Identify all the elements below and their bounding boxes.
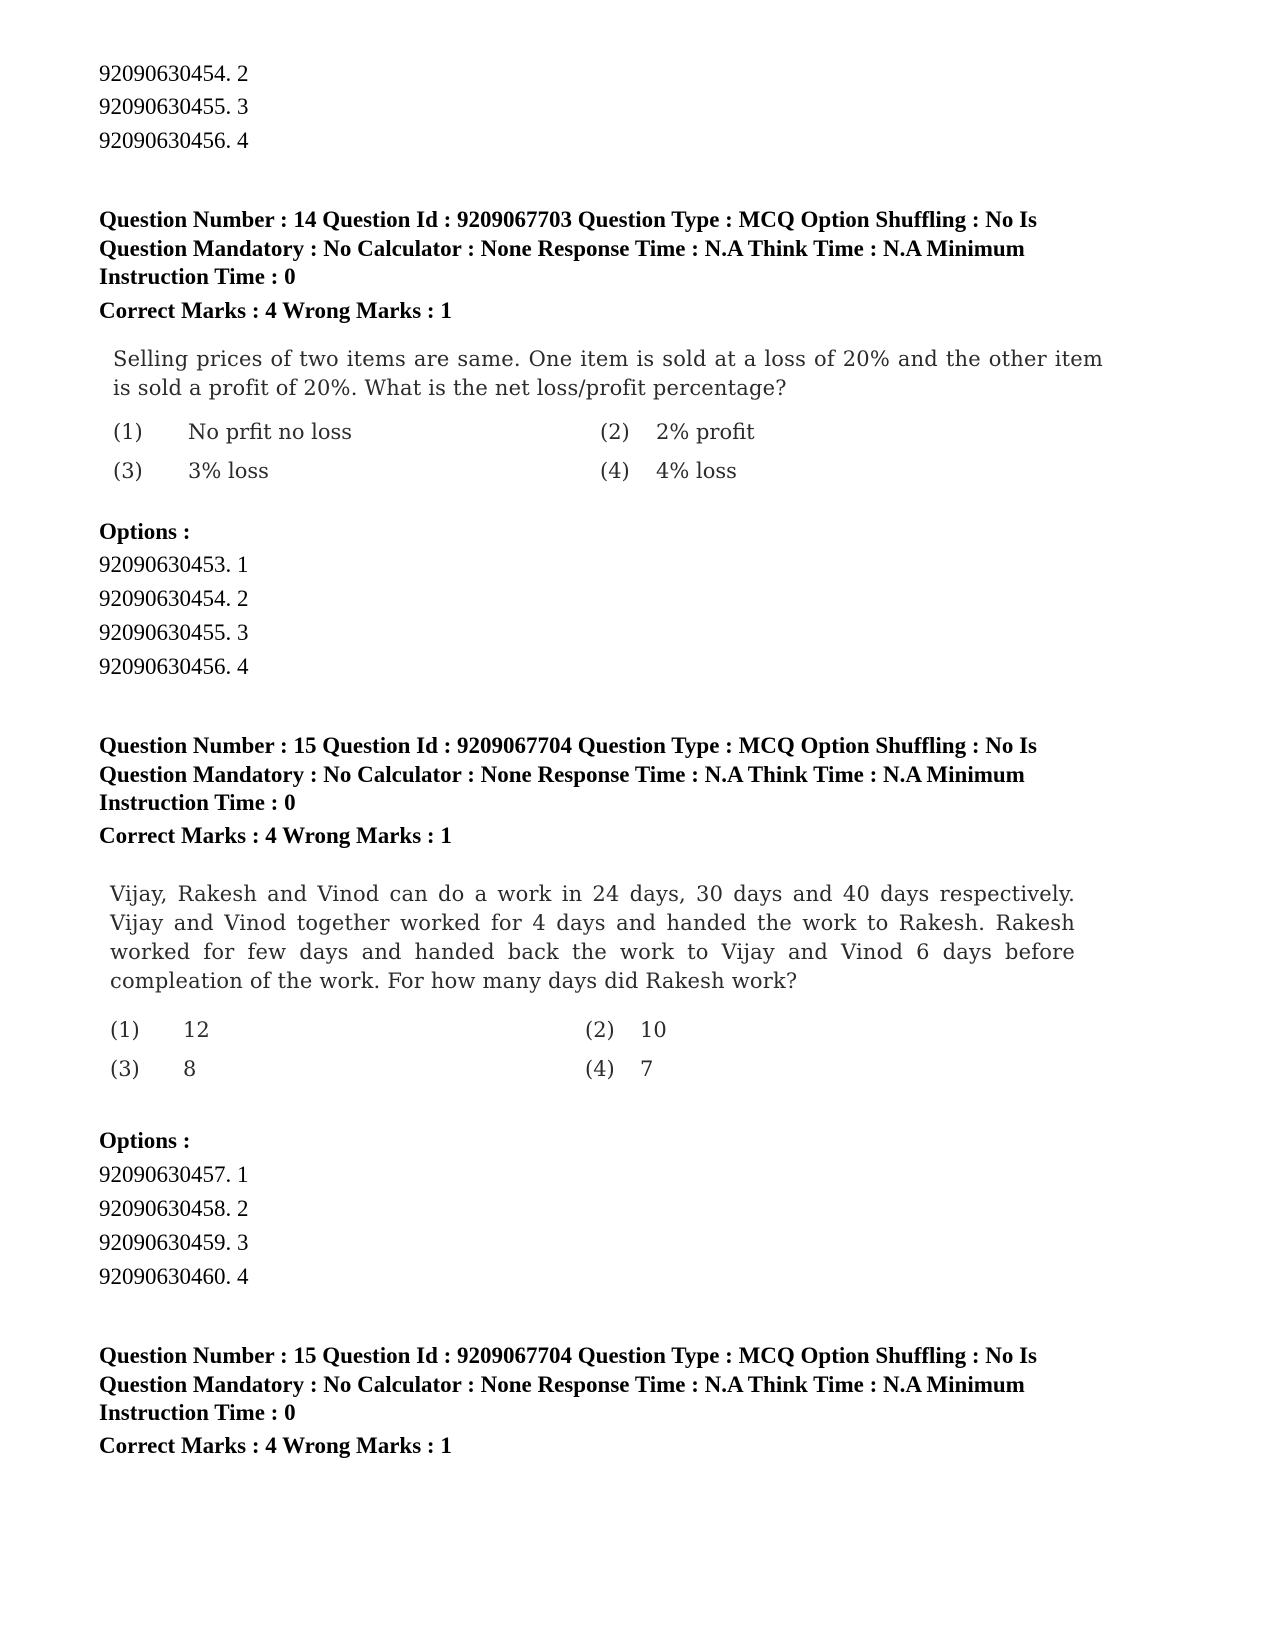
option-line: 92090630459. 3 bbox=[99, 1230, 249, 1255]
choice-number: (2) bbox=[600, 420, 630, 444]
option-line: 92090630455. 3 bbox=[99, 94, 249, 119]
option-line: 92090630454. 2 bbox=[99, 61, 249, 86]
marks-line: Correct Marks : 4 Wrong Marks : 1 bbox=[99, 1433, 452, 1458]
choice-number: (4) bbox=[585, 1057, 615, 1081]
option-line: 92090630456. 4 bbox=[99, 654, 249, 679]
choice-number: (3) bbox=[110, 1057, 140, 1081]
question-header: Question Number : 15 Question Id : 9209067704 Question Type : MCQ Option Shuffling : No Is Question Mandatory : No Calculator : None Response Time : N.A Think Time : N.A Minimum Instruction Time : 0 bbox=[99, 1343, 1038, 1425]
option-line: 92090630455. 3 bbox=[99, 620, 249, 645]
choice-text: 12 bbox=[183, 1018, 210, 1042]
marks-line: Correct Marks : 4 Wrong Marks : 1 bbox=[99, 298, 452, 323]
marks-line: Correct Marks : 4 Wrong Marks : 1 bbox=[99, 823, 452, 848]
choice-text: No prfit no loss bbox=[188, 420, 353, 444]
choice-text: 8 bbox=[183, 1057, 197, 1081]
options-heading: Options : bbox=[99, 1128, 191, 1153]
option-line: 92090630457. 1 bbox=[99, 1162, 249, 1187]
option-line: 92090630458. 2 bbox=[99, 1196, 249, 1221]
choice-number: (3) bbox=[113, 459, 143, 483]
choice-text: 7 bbox=[640, 1057, 654, 1081]
choice-text: 3% loss bbox=[188, 459, 269, 483]
question-text: Vijay, Rakesh and Vinod can do a work in 24 days, 30 days and 40 days respectively. Vijay and Vinod together worked for 4 days and handed the work to Rakesh. Rakesh worked for few days and handed back the work to Vijay and Vinod 6 days before compleation of the work. For how many days did Rakesh work? bbox=[110, 882, 1075, 993]
question-text: Selling prices of two items are same. One item is sold at a loss of 20% and the other item is sold a profit of 20%. What is the net loss/profit percentage? bbox=[113, 347, 1103, 400]
options-heading: Options : bbox=[99, 519, 191, 544]
question-header: Question Number : 15 Question Id : 9209067704 Question Type : MCQ Option Shuffling : No Is Question Mandatory : No Calculator : None Response Time : N.A Think Time : N.A Minimum Instruction Time : 0 bbox=[99, 733, 1038, 815]
option-line: 92090630460. 4 bbox=[99, 1264, 249, 1289]
choice-text: 4% loss bbox=[656, 459, 737, 483]
choice-number: (1) bbox=[110, 1018, 140, 1042]
choice-number: (2) bbox=[585, 1018, 615, 1042]
choice-number: (4) bbox=[600, 459, 630, 483]
option-line: 92090630453. 1 bbox=[99, 552, 249, 577]
option-line: 92090630454. 2 bbox=[99, 586, 249, 611]
choice-text: 2% profit bbox=[656, 420, 755, 444]
choice-text: 10 bbox=[640, 1018, 667, 1042]
question-header: Question Number : 14 Question Id : 9209067703 Question Type : MCQ Option Shuffling : No Is Question Mandatory : No Calculator : None Response Time : N.A Think Time : N.A Minimum Instruction Time : 0 bbox=[99, 207, 1038, 289]
option-line: 92090630456. 4 bbox=[99, 128, 249, 153]
choice-number: (1) bbox=[113, 420, 143, 444]
